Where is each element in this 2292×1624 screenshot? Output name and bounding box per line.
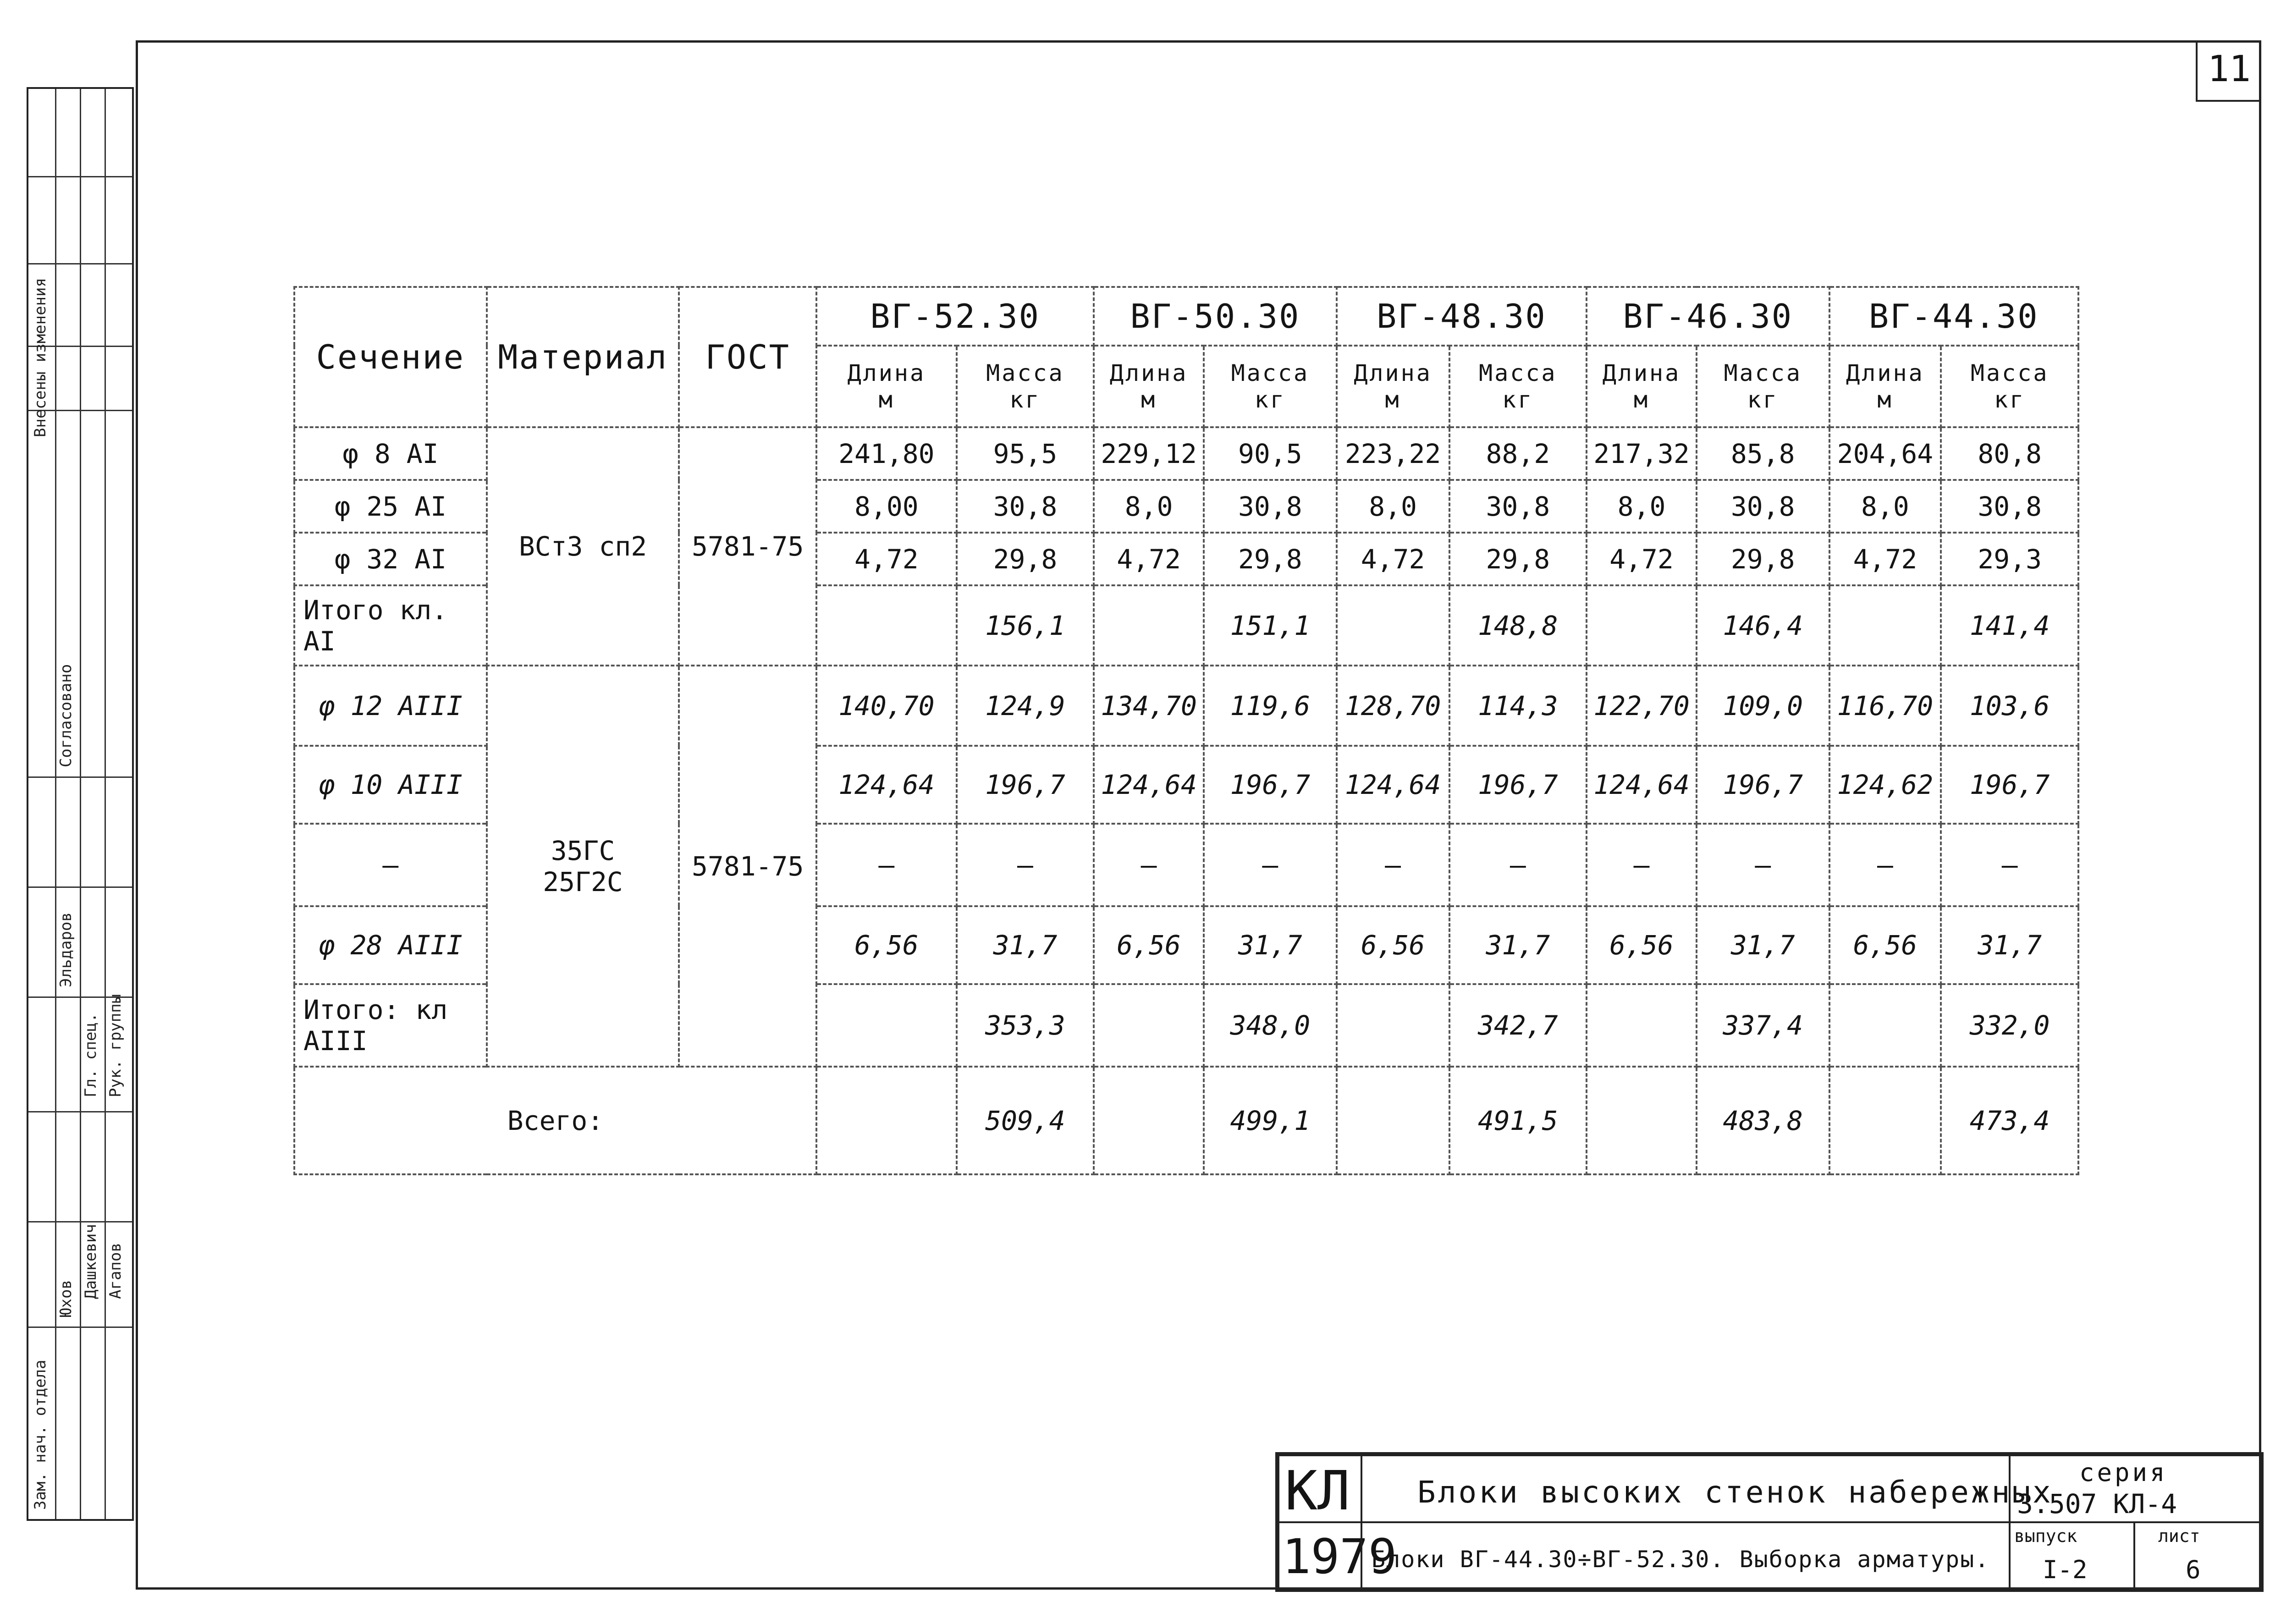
sheet-number-box (2196, 40, 2261, 102)
header-length: Длина м (816, 346, 957, 427)
value-cell: 196,7 (1204, 746, 1337, 824)
value-cell: 124,64 (1094, 746, 1204, 824)
value-cell: 134,70 (1094, 666, 1204, 746)
sheet-value: 6 (2186, 1555, 2201, 1584)
value-cell: 29,3 (1941, 533, 2078, 585)
frame-left-line (136, 40, 138, 1590)
grand-total-value: 499,1 (1204, 1067, 1337, 1174)
section-cell: φ 10 AIII (294, 746, 487, 824)
side-stamp (27, 87, 134, 1521)
header-block: ВГ-44.30 (1829, 287, 2079, 346)
value-cell: 31,7 (1449, 906, 1587, 984)
value-cell: 90,5 (1204, 427, 1337, 480)
value-cell: — (957, 824, 1094, 906)
value-cell: 140,70 (816, 666, 957, 746)
gost-cell: 5781-75 (679, 427, 816, 666)
value-cell (1337, 984, 1449, 1067)
value-cell: 124,64 (816, 746, 957, 824)
grand-total-row (294, 1067, 2078, 1174)
subtotal-value: 151,1 (1204, 585, 1337, 666)
section-cell: φ 28 AIII (294, 906, 487, 984)
value-cell: 4,72 (1094, 533, 1204, 585)
material-cell: 35ГС 25Г2С (487, 666, 679, 1067)
header-length: Длина м (1829, 346, 1941, 427)
value-cell: 80,8 (1941, 427, 2078, 480)
subtotal-value: 146,4 (1697, 585, 1829, 666)
stamp-registry-text: Внесены изменения (31, 278, 50, 437)
frame-right-line (2259, 40, 2261, 1590)
value-cell (1587, 1067, 1697, 1174)
value-cell (816, 984, 957, 1067)
value-cell: 4,72 (1337, 533, 1449, 585)
section-cell: φ 32 AI (294, 533, 487, 585)
value-cell: 31,7 (1204, 906, 1337, 984)
stamp-name: Дашкевич (82, 1224, 100, 1299)
value-cell (816, 1067, 957, 1174)
series-cell (2009, 1454, 2261, 1523)
value-cell: 30,8 (1204, 480, 1337, 533)
stamp-divider (28, 263, 132, 264)
org-code: КЛ (1285, 1459, 1350, 1522)
value-cell: 30,8 (1449, 480, 1587, 533)
value-cell (1337, 1067, 1449, 1174)
grand-total-value: 491,5 (1449, 1067, 1587, 1174)
sheet-cell (2133, 1521, 2261, 1590)
value-cell (1587, 984, 1697, 1067)
series-value: 3.507 КЛ-4 (2017, 1488, 2177, 1519)
value-cell: 6,56 (1587, 906, 1697, 984)
table-row (294, 427, 2078, 480)
header-material: Материал (487, 287, 679, 427)
value-cell: 124,9 (957, 666, 1094, 746)
header-mass: Масса кг (1941, 346, 2078, 427)
issue-label: выпуск (2014, 1526, 2077, 1546)
value-cell (1094, 1067, 1204, 1174)
header-block: ВГ-50.30 (1094, 287, 1336, 346)
value-cell: 30,8 (1697, 480, 1829, 533)
value-cell: — (1697, 824, 1829, 906)
issue-cell (2009, 1521, 2135, 1590)
value-cell: 8,0 (1337, 480, 1449, 533)
material-cell: ВСт3 сп2 (487, 427, 679, 666)
value-cell: 196,7 (1697, 746, 1829, 824)
value-cell (1829, 585, 1941, 666)
value-cell: — (1094, 824, 1204, 906)
stamp-approved-text: Согласовано (57, 664, 75, 767)
value-cell: 124,64 (1337, 746, 1449, 824)
stamp-divider (28, 776, 132, 778)
value-cell: — (1829, 824, 1941, 906)
subtotal-value: 148,8 (1449, 585, 1587, 666)
stamp-divider (105, 89, 106, 1519)
year: 1979 (1282, 1529, 1397, 1585)
value-cell: 6,56 (1337, 906, 1449, 984)
subtotal-value: 353,3 (957, 984, 1094, 1067)
title-sub: Блоки ВГ-44.30÷ВГ-52.30. Выборка арматуры. (1372, 1546, 1990, 1573)
stamp-divider (28, 1327, 132, 1328)
value-cell: 29,8 (1204, 533, 1337, 585)
stamp-role: Зам. нач. отдела (31, 1360, 50, 1510)
stamp-divider (28, 1221, 132, 1222)
value-cell: — (816, 824, 957, 906)
value-cell: — (1204, 824, 1337, 906)
value-cell: 88,2 (1449, 427, 1587, 480)
value-cell: 196,7 (1449, 746, 1587, 824)
year-cell (1278, 1521, 1397, 1590)
subtotal-label: Итого кл. AI (294, 585, 487, 666)
header-mass: Масса кг (1697, 346, 1829, 427)
reinforcement-table (293, 286, 2079, 1175)
value-cell: 95,5 (957, 427, 1094, 480)
subtotal-value: 348,0 (1204, 984, 1337, 1067)
grand-total-value: 483,8 (1697, 1067, 1829, 1174)
stamp-divider (80, 89, 81, 1519)
value-cell (1094, 984, 1204, 1067)
section-cell: φ 25 AI (294, 480, 487, 533)
value-cell: 8,00 (816, 480, 957, 533)
subtotal-value: 342,7 (1449, 984, 1587, 1067)
section-cell: φ 8 AI (294, 427, 487, 480)
value-cell (1829, 984, 1941, 1067)
value-cell: 8,0 (1829, 480, 1941, 533)
value-cell: 109,0 (1697, 666, 1829, 746)
value-cell: 8,0 (1094, 480, 1204, 533)
value-cell (1337, 585, 1449, 666)
value-cell: 217,32 (1587, 427, 1697, 480)
value-cell: 31,7 (1941, 906, 2078, 984)
value-cell: 4,72 (1829, 533, 1941, 585)
stamp-divider (55, 89, 56, 1519)
title-block (1275, 1452, 2264, 1592)
value-cell: 119,6 (1204, 666, 1337, 746)
org-cell (1278, 1454, 1362, 1523)
value-cell: — (1449, 824, 1587, 906)
stamp-name: Эльдаров (57, 912, 75, 987)
value-cell: 6,56 (816, 906, 957, 984)
title-main-cell (1361, 1454, 2053, 1523)
value-cell: 124,62 (1829, 746, 1941, 824)
value-cell: — (1587, 824, 1697, 906)
value-cell: 128,70 (1337, 666, 1449, 746)
grand-total-label: Всего: (294, 1067, 816, 1174)
value-cell: 31,7 (1697, 906, 1829, 984)
value-cell: 29,8 (1449, 533, 1587, 585)
stamp-name: Агапов (106, 1243, 125, 1299)
value-cell: — (1941, 824, 2078, 906)
value-cell (1587, 585, 1697, 666)
header-block: ВГ-46.30 (1587, 287, 1829, 346)
subtotal-value: 156,1 (957, 585, 1094, 666)
value-cell: 196,7 (957, 746, 1094, 824)
header-block: ВГ-52.30 (816, 287, 1094, 346)
subtotal-value: 337,4 (1697, 984, 1829, 1067)
section-cell: — (294, 824, 487, 906)
subtotal-value: 332,0 (1941, 984, 2078, 1067)
header-mass: Масса кг (957, 346, 1094, 427)
value-cell: 4,72 (1587, 533, 1697, 585)
table-row (294, 666, 2078, 746)
sheet-label: лист (2158, 1526, 2200, 1546)
gost-cell: 5781-75 (679, 666, 816, 1067)
title-sub-cell (1361, 1521, 2011, 1590)
header-gost: ГОСТ (679, 287, 816, 427)
header-length: Длина м (1337, 346, 1449, 427)
value-cell: 241,80 (816, 427, 957, 480)
header-length: Длина м (1587, 346, 1697, 427)
value-cell: 30,8 (957, 480, 1094, 533)
stamp-divider (28, 176, 132, 177)
value-cell: 124,64 (1587, 746, 1697, 824)
stamp-role: Рук. группы (106, 994, 125, 1097)
header-block: ВГ-48.30 (1337, 287, 1587, 346)
header-length: Длина м (1094, 346, 1204, 427)
value-cell: 29,8 (1697, 533, 1829, 585)
value-cell (1829, 1067, 1941, 1174)
value-cell: 116,70 (1829, 666, 1941, 746)
value-cell: 229,12 (1094, 427, 1204, 480)
value-cell: — (1337, 824, 1449, 906)
value-cell: 204,64 (1829, 427, 1941, 480)
subtotal-value: 141,4 (1941, 585, 2078, 666)
series-label: серия (2079, 1458, 2168, 1487)
value-cell: 114,3 (1449, 666, 1587, 746)
value-cell: 85,8 (1697, 427, 1829, 480)
stamp-role: Гл. спец. (82, 1013, 100, 1097)
value-cell: 196,7 (1941, 746, 2078, 824)
value-cell (816, 585, 957, 666)
stamp-name: Юхов (57, 1280, 75, 1317)
value-cell: 103,6 (1941, 666, 2078, 746)
grand-total-value: 509,4 (957, 1067, 1094, 1174)
value-cell: 4,72 (816, 533, 957, 585)
stamp-divider (28, 886, 132, 888)
stamp-divider (28, 1111, 132, 1112)
issue-value: I-2 (2043, 1555, 2088, 1584)
frame-top-line (136, 40, 2261, 43)
value-cell: 8,0 (1587, 480, 1697, 533)
sheet-number: 11 (2208, 49, 2251, 90)
value-cell: 30,8 (1941, 480, 2078, 533)
subtotal-label: Итого: кл AIII (294, 984, 487, 1067)
value-cell: 223,22 (1337, 427, 1449, 480)
title-main: Блоки высоких стенок набережных (1417, 1475, 2053, 1510)
value-cell (1094, 585, 1204, 666)
value-cell: 6,56 (1094, 906, 1204, 984)
value-cell: 122,70 (1587, 666, 1697, 746)
grand-total-value: 473,4 (1941, 1067, 2078, 1174)
section-cell: φ 12 AIII (294, 666, 487, 746)
header-mass: Масса кг (1204, 346, 1337, 427)
header-mass: Масса кг (1449, 346, 1587, 427)
header-section: Сечение (294, 287, 487, 427)
value-cell: 31,7 (957, 906, 1094, 984)
value-cell: 6,56 (1829, 906, 1941, 984)
value-cell: 29,8 (957, 533, 1094, 585)
